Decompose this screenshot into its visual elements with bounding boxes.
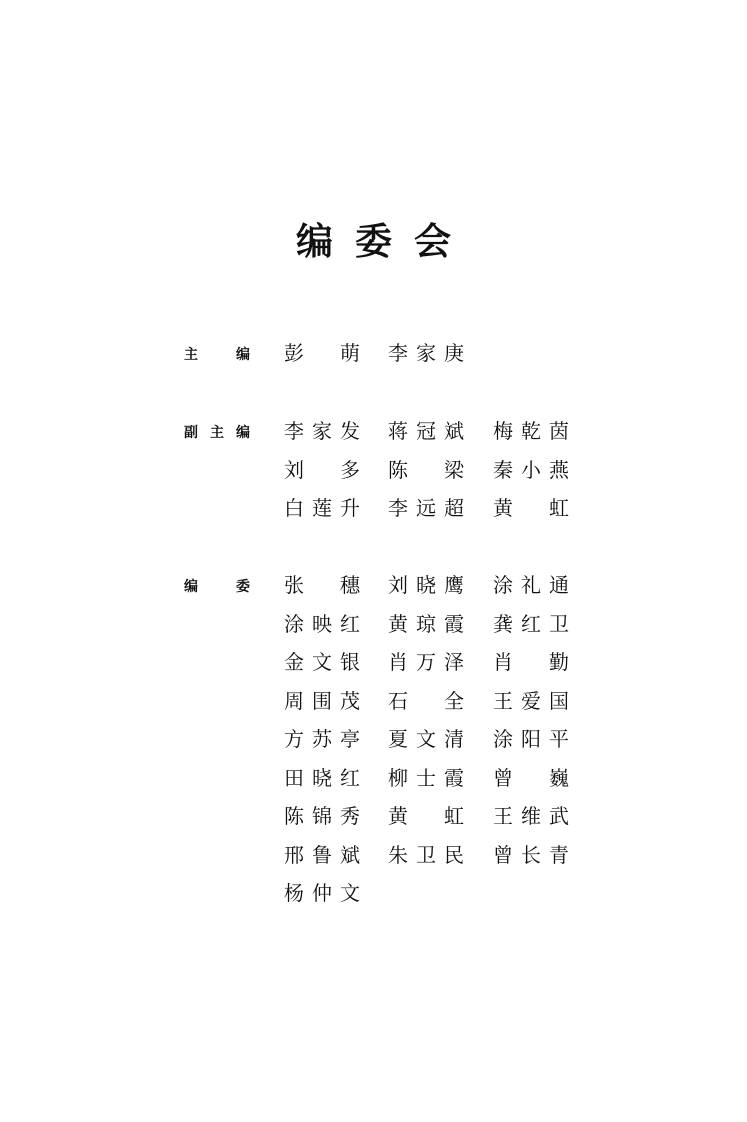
member-name: 梅乾茵	[493, 419, 569, 443]
member-name: 王爱国	[493, 688, 569, 713]
member-name: 李家发	[284, 419, 360, 443]
member-name: 杨仲文	[284, 881, 360, 905]
member-name: 肖万泽	[388, 650, 464, 674]
member-name: 白莲升	[284, 496, 360, 520]
member-name: 石 全	[388, 688, 464, 713]
member-name: 周围茂	[284, 688, 360, 713]
member-name: 秦小燕	[493, 457, 569, 482]
member-name: 黄琼霞	[388, 611, 464, 636]
member-name: 方苏亭	[284, 727, 360, 751]
section-editorial-board-label: 编 委	[184, 579, 250, 595]
member-name: 邢鲁斌	[284, 842, 360, 867]
member-name: 涂礼通	[493, 573, 569, 597]
member-name: 夏文清	[388, 727, 464, 751]
member-name: 陈锦秀	[284, 804, 360, 828]
member-name: 金文银	[284, 650, 360, 674]
member-name: 彭 萌	[284, 341, 360, 365]
member-name: 曾 巍	[493, 765, 569, 790]
section-chief-editor-label: 主 编	[184, 347, 250, 363]
member-name: 涂阳平	[493, 727, 569, 751]
member-name: 刘晓鹰	[388, 573, 464, 597]
member-name: 曾长青	[493, 842, 569, 867]
member-name: 朱卫民	[388, 842, 464, 867]
member-name: 张 穗	[284, 573, 360, 597]
member-name: 肖 勤	[493, 650, 569, 674]
member-name: 涂映红	[284, 611, 360, 636]
page-title: 编委会	[296, 219, 473, 263]
member-name: 李远超	[388, 496, 464, 520]
member-name: 柳士霞	[388, 765, 464, 790]
member-name: 黄 虹	[388, 804, 464, 828]
member-name: 王维武	[493, 804, 569, 828]
member-name: 蒋冠斌	[388, 419, 464, 443]
member-name: 陈 梁	[388, 457, 464, 482]
member-name: 龚红卫	[493, 611, 569, 636]
member-name: 田晓红	[284, 765, 360, 790]
member-name: 黄 虹	[493, 496, 569, 520]
member-name: 刘 多	[284, 457, 360, 482]
member-name: 李家庚	[388, 341, 464, 365]
section-deputy-editor-label: 副主编	[184, 425, 250, 441]
